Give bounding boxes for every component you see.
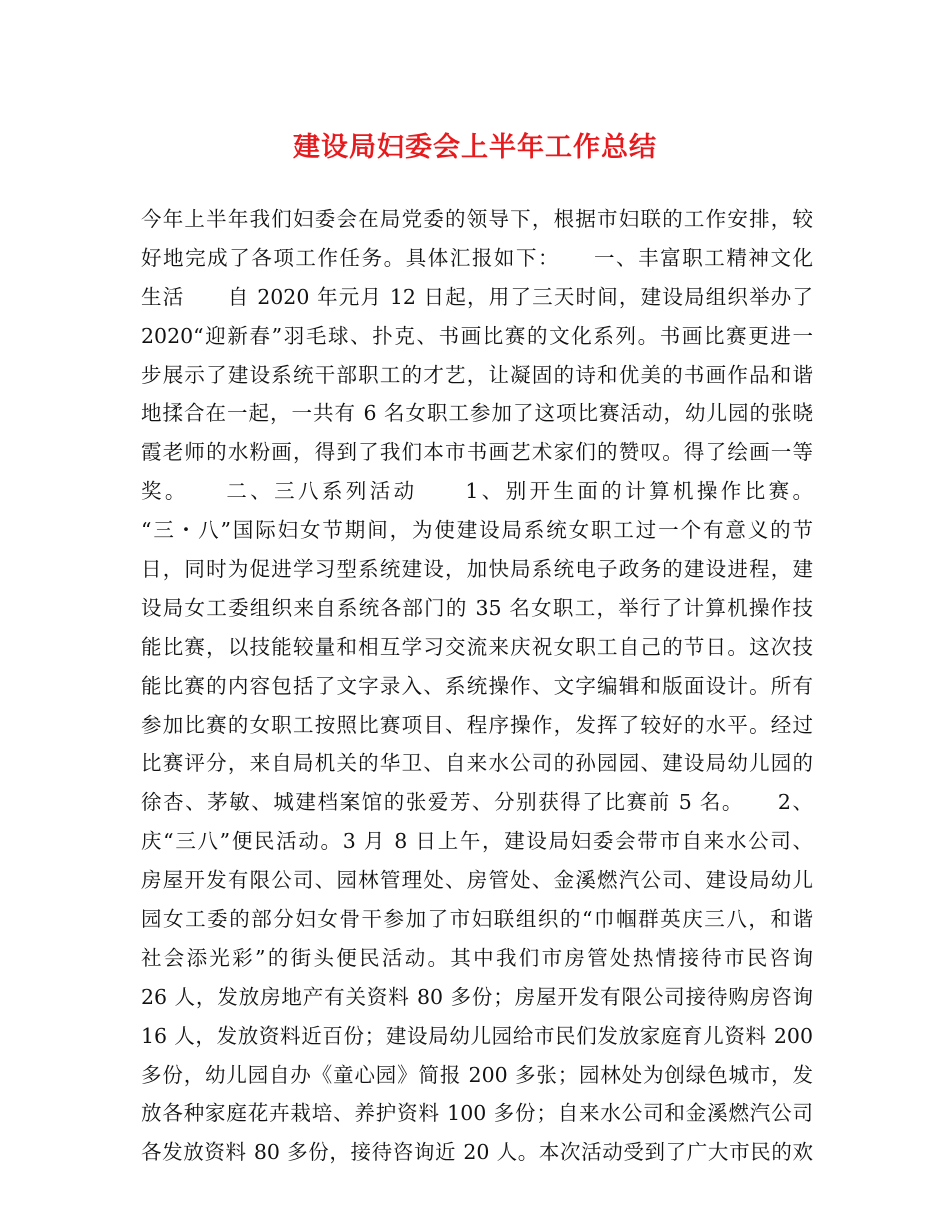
- body-line: 奖。 二、三八系列活动 1、别开生面的计算机操作比赛。: [141, 479, 813, 504]
- body-line: 生活 自 2020 年元月 12 日起，用了三天时间，建设局组织举办了: [141, 284, 813, 309]
- body-line: 参加比赛的女职工按照比赛项目、程序操作，发挥了较好的水平。经过: [141, 712, 813, 737]
- body-line: 设局女工委组织来自系统各部门的 35 名女职工，举行了计算机操作技: [141, 595, 813, 620]
- body-line: 徐杏、茅敏、城建档案馆的张爱芳、分别获得了比赛前 5 名。 2、: [141, 790, 813, 815]
- body-line: “三・八”国际妇女节期间，为使建设局系统女职工过一个有意义的节: [141, 518, 813, 543]
- body-line: 能比赛的内容包括了文字录入、系统操作、文字编辑和版面设计。所有: [141, 673, 813, 698]
- body-line: 各发放资料 80 多份，接待咨询近 20 人。本次活动受到了广大市民的欢: [141, 1140, 813, 1165]
- body-line: 日，同时为促进学习型系统建设，加快局系统电子政务的建设进程，建: [141, 557, 813, 582]
- body-line: 地揉合在一起，一共有 6 名女职工参加了这项比赛活动，幼儿园的张晓: [141, 401, 813, 426]
- body-line: 好地完成了各项工作任务。具体汇报如下： 一、丰富职工精神文化: [141, 245, 813, 270]
- body-line: 园女工委的部分妇女骨干参加了市妇联组织的“巾帼群英庆三八，和谐: [141, 907, 813, 932]
- body-line: 霞老师的水粉画，得到了我们本市书画艺术家们的赞叹。得了绘画一等: [141, 440, 813, 465]
- body-line: 社会添光彩”的街头便民活动。其中我们市房管处热情接待市民咨询: [141, 945, 813, 970]
- body-line: 步展示了建设系统干部职工的才艺，让凝固的诗和优美的书画作品和谐: [141, 362, 813, 387]
- body-line: 16 人，发放资料近百份；建设局幼儿园给市民们发放家庭育儿资料 200: [141, 1023, 813, 1048]
- body-line: 能比赛，以技能较量和相互学习交流来庆祝女职工自己的节日。这次技: [141, 634, 813, 659]
- body-line: 2020“迎新春”羽毛球、扑克、书画比赛的文化系列。书画比赛更进一: [141, 323, 813, 348]
- body-line: 房屋开发有限公司、园林管理处、房管处、金溪燃汽公司、建设局幼儿: [141, 868, 813, 893]
- document-body: [141, 200, 813, 1172]
- document-title: 建设局妇委会上半年工作总结: [293, 132, 657, 163]
- body-line: 26 人，发放房地产有关资料 80 多份；房屋开发有限公司接待购房咨询: [141, 984, 813, 1009]
- body-line: 比赛评分，来自局机关的华卫、自来水公司的孙园园、建设局幼儿园的: [141, 751, 813, 776]
- body-line: 庆“三八”便民活动。3 月 8 日上午，建设局妇委会带市自来水公司、: [141, 829, 813, 854]
- body-line: 多份，幼儿园自办《童心园》简报 200 多张；园林处为创绿色城市，发: [141, 1062, 813, 1087]
- body-line: 今年上半年我们妇委会在局党委的领导下，根据市妇联的工作安排，较: [141, 207, 813, 231]
- body-line: 放各种家庭花卉栽培、养护资料 100 多份；自来水公司和金溪燃汽公司: [141, 1101, 813, 1126]
